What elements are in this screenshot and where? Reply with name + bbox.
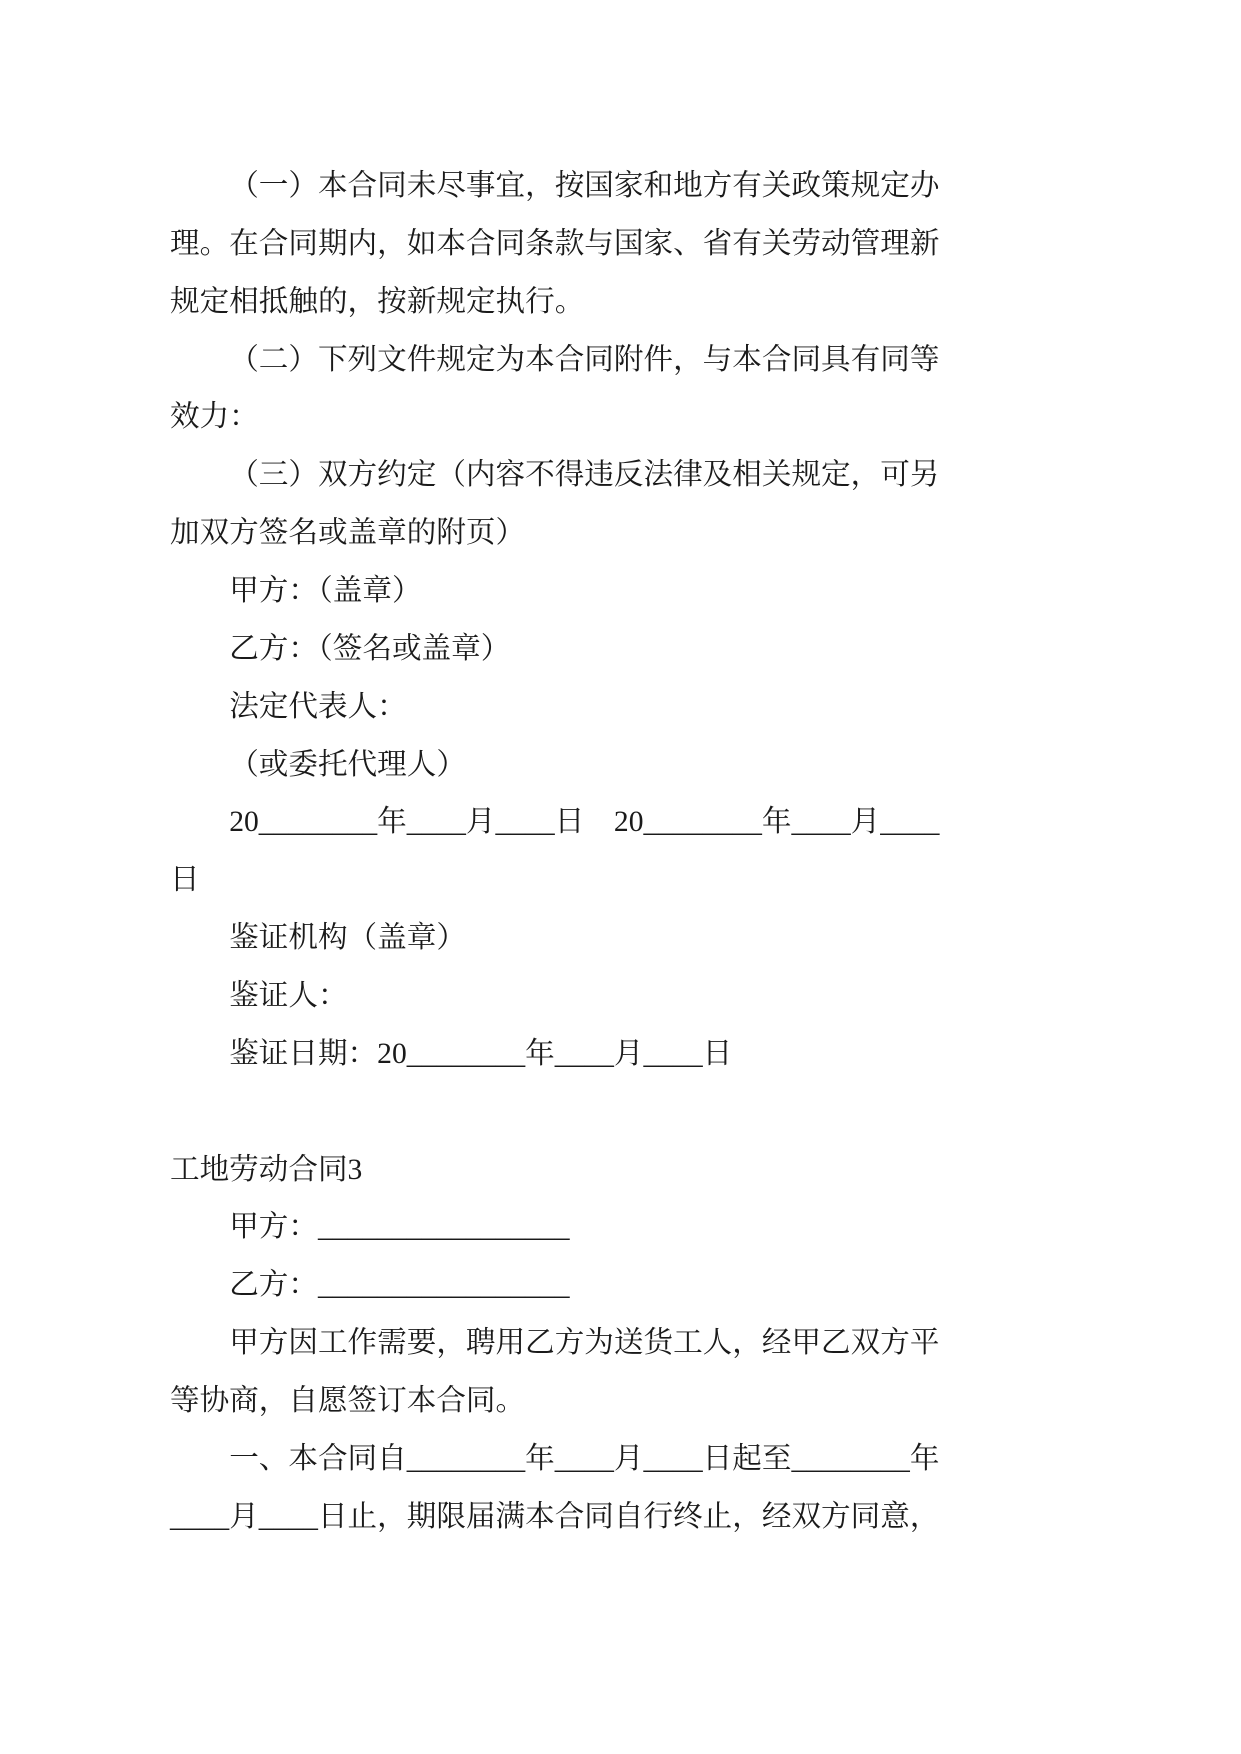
party-b-signature-line: 乙方：（签名或盖章） <box>229 632 511 665</box>
paragraph-line: 效力： <box>170 401 259 434</box>
paragraph-line: 理。在合同期内，如本合同条款与国家、省有关劳动管理新 <box>170 227 940 260</box>
legal-representative-line: 法定代表人： <box>229 690 407 723</box>
clause-supplementary-provisions <box>170 158 990 332</box>
paragraph-line: （一）本合同未尽事宜，按国家和地方有关政策规定办 <box>229 170 940 202</box>
signing-date-line: 20________年____月____日 20________年____月____ <box>229 806 940 839</box>
clause-mutual-agreement <box>170 447 990 563</box>
term-clause <box>170 1431 990 1547</box>
document-body <box>170 158 990 1547</box>
verifier-line: 鉴证人： <box>229 980 348 1013</box>
signature-block <box>170 563 990 1084</box>
paragraph-line: 加双方签名或盖章的附页） <box>170 517 526 550</box>
paragraph-line: 一、本合同自________年____月____日起至________年 <box>229 1442 940 1475</box>
party-a-seal-line: 甲方：（盖章） <box>229 575 422 608</box>
paragraph-line: ____月____日止，期限届满本合同自行终止，经双方同意， <box>170 1500 940 1533</box>
intro-paragraph <box>170 1315 990 1431</box>
verification-date-line: 鉴证日期：20________年____月____日 <box>229 1037 733 1070</box>
party-b-blank-line: 乙方：_________________ <box>229 1269 570 1302</box>
paragraph-line: （三）双方约定（内容不得违反法律及相关规定，可另 <box>229 459 940 492</box>
blank-line <box>170 1084 990 1142</box>
clause-attachments <box>170 332 990 448</box>
contract-title: 工地劳动合同3 <box>170 1153 363 1186</box>
paragraph-line: （二）下列文件规定为本合同附件，与本合同具有同等 <box>229 343 940 376</box>
paragraph-line: 等协商，自愿签订本合同。 <box>170 1385 526 1418</box>
next-contract <box>170 1142 990 1547</box>
signing-date-line: 日 <box>170 864 200 897</box>
party-a-blank-line: 甲方：_________________ <box>229 1211 570 1244</box>
paragraph-line: 规定相抵触的，按新规定执行。 <box>170 285 585 318</box>
authentication-agency-line: 鉴证机构（盖章） <box>229 922 466 955</box>
paragraph-line: 甲方因工作需要，聘用乙方为送货工人，经甲乙双方平 <box>229 1327 940 1360</box>
authorized-agent-line: （或委托代理人） <box>229 748 466 781</box>
